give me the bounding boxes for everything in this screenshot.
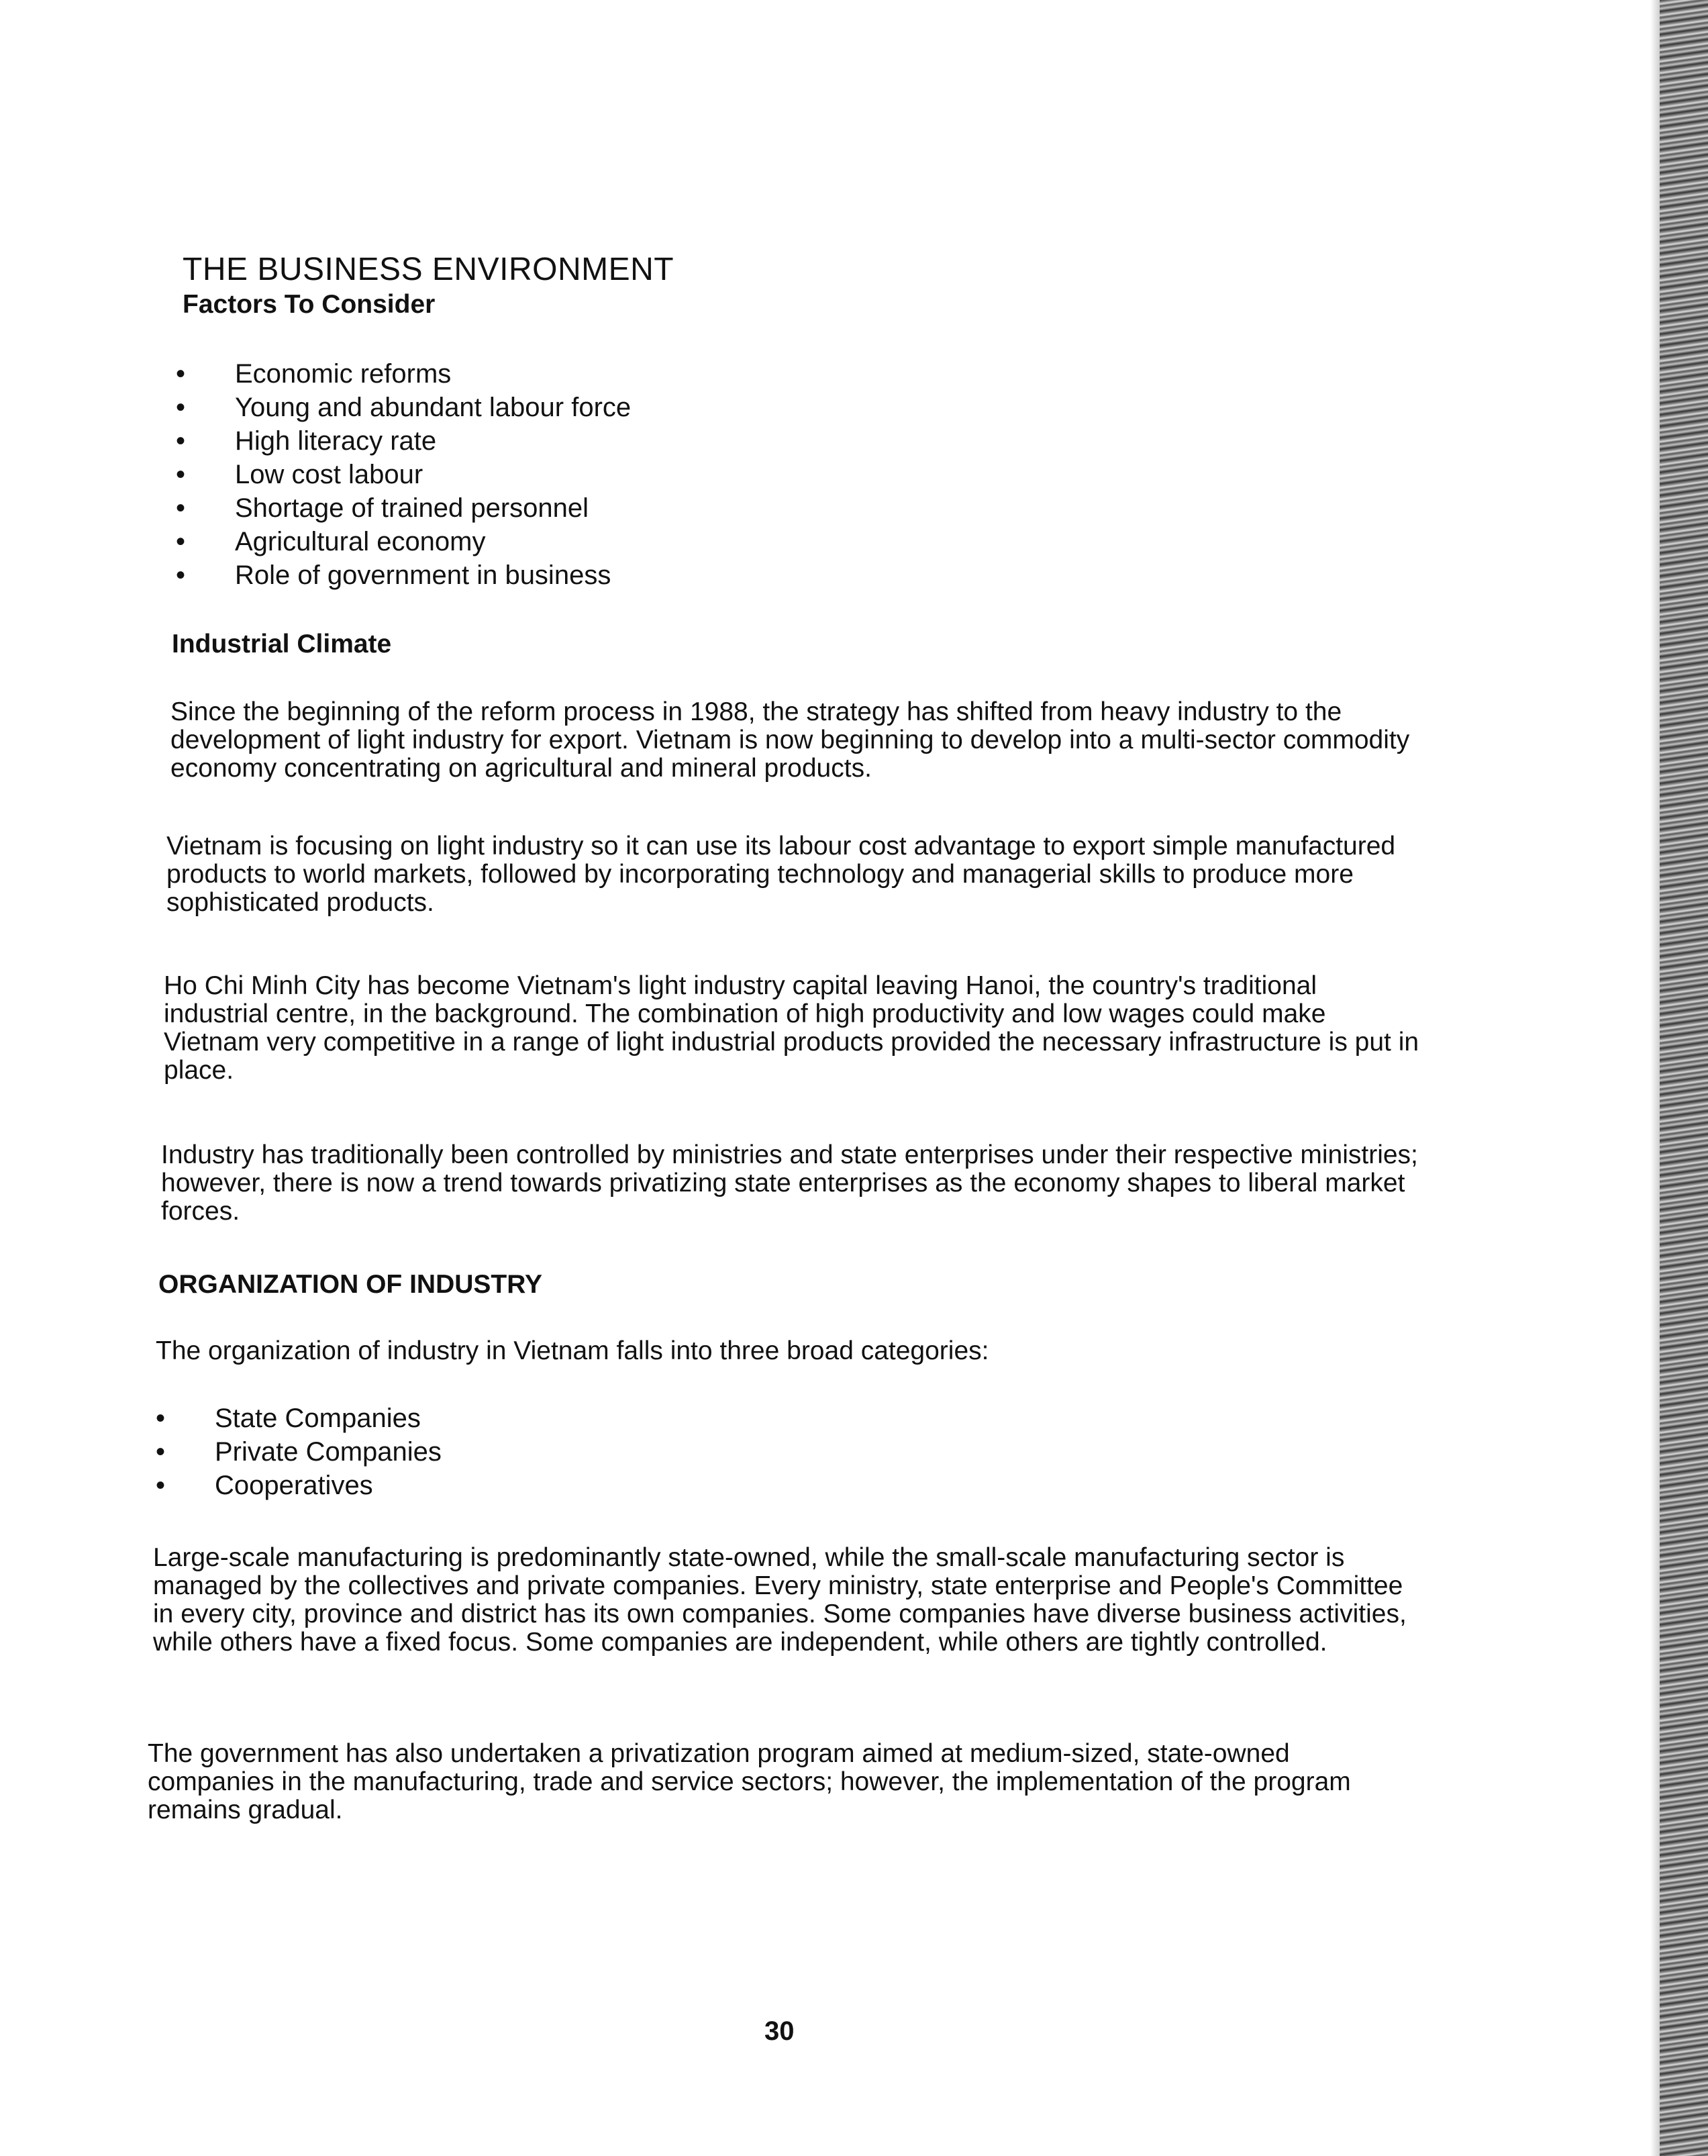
list-item xyxy=(176,458,631,491)
list-item-label: Shortage of trained personnel xyxy=(235,493,589,523)
list-item-label: Role of government in business xyxy=(235,560,611,590)
organization-categories-list xyxy=(156,1402,442,1502)
scan-edge-shadow xyxy=(1650,0,1660,2156)
bullet-icon: • xyxy=(156,1404,166,1433)
factors-list xyxy=(176,357,631,592)
industrial-climate-paragraph-4: Industry has traditionally been controlled by ministries and state enterprises under their respective ministries; however, there is now a trend towards privatizing state enterprises as the economy shapes to liberal market forces. xyxy=(161,1140,1418,1226)
list-item-label: High literacy rate xyxy=(235,426,437,456)
list-item xyxy=(176,558,631,592)
list-item xyxy=(176,491,631,525)
list-item xyxy=(156,1435,442,1469)
organization-paragraph-2: The government has also undertaken a privatization program aimed at medium-sized, state-owned companies in the manufacturing, trade and service sectors; however, the implementation of the program remains gradual. xyxy=(148,1739,1351,1824)
industrial-climate-paragraph-3: Ho Chi Minh City has become Vietnam's light industry capital leaving Hanoi, the country's traditional industrial centre, in the background. The combination of high productivity and low wages could make Vietnam very competitive in a range of light industrial products provided the necessary infrastructure is put in place. xyxy=(164,971,1419,1085)
organization-intro: The organization of industry in Vietnam falls into three broad categories: xyxy=(156,1336,989,1365)
scanned-binding-edge xyxy=(1660,0,1708,2156)
list-item-label: Economic reforms xyxy=(235,359,452,389)
page-title: THE BUSINESS ENVIRONMENT xyxy=(183,252,674,287)
list-item-label: Low cost labour xyxy=(235,460,423,489)
list-item-label: State Companies xyxy=(215,1404,421,1433)
list-item xyxy=(156,1402,442,1435)
bullet-icon: • xyxy=(176,527,186,556)
industrial-climate-heading: Industrial Climate xyxy=(172,630,392,658)
bullet-icon: • xyxy=(176,426,186,456)
list-item xyxy=(156,1469,442,1502)
bullet-icon: • xyxy=(176,359,186,389)
list-item-label: Cooperatives xyxy=(215,1471,373,1500)
organization-heading: ORGANIZATION OF INDUSTRY xyxy=(158,1270,542,1299)
bullet-icon: • xyxy=(176,560,186,590)
list-item-label: Private Companies xyxy=(215,1437,442,1467)
bullet-icon: • xyxy=(156,1437,166,1467)
bullet-icon: • xyxy=(176,460,186,489)
list-item-label: Young and abundant labour force xyxy=(235,393,632,422)
bullet-icon: • xyxy=(156,1471,166,1500)
bullet-icon: • xyxy=(176,493,186,523)
organization-paragraph-1: Large-scale manufacturing is predominantly state-owned, while the small-scale manufacturing sector is managed by the collectives and private companies. Every ministry, state enterprise and People's Committee in every city, province and district has its own companies. Some companies have diverse business activities, while others have a fixed focus. Some companies are independent, while others are tightly controlled. xyxy=(153,1543,1407,1657)
page-subtitle: Factors To Consider xyxy=(183,290,436,319)
list-item xyxy=(176,424,631,458)
bullet-icon: • xyxy=(176,393,186,422)
list-item-label: Agricultural economy xyxy=(235,527,486,556)
list-item xyxy=(176,525,631,558)
page-number: 30 xyxy=(764,2016,795,2046)
industrial-climate-paragraph-2: Vietnam is focusing on light industry so it can use its labour cost advantage to export simple manufactured products to world markets, followed by incorporating technology and managerial skills to produce more sophisticated products. xyxy=(166,832,1396,917)
industrial-climate-paragraph-1: Since the beginning of the reform process in 1988, the strategy has shifted from heavy industry to the development of light industry for export. Vietnam is now beginning to develop into a multi-sector commodity economy concentrating on agricultural and mineral products. xyxy=(170,697,1410,783)
list-item xyxy=(176,391,631,424)
list-item xyxy=(176,357,631,391)
